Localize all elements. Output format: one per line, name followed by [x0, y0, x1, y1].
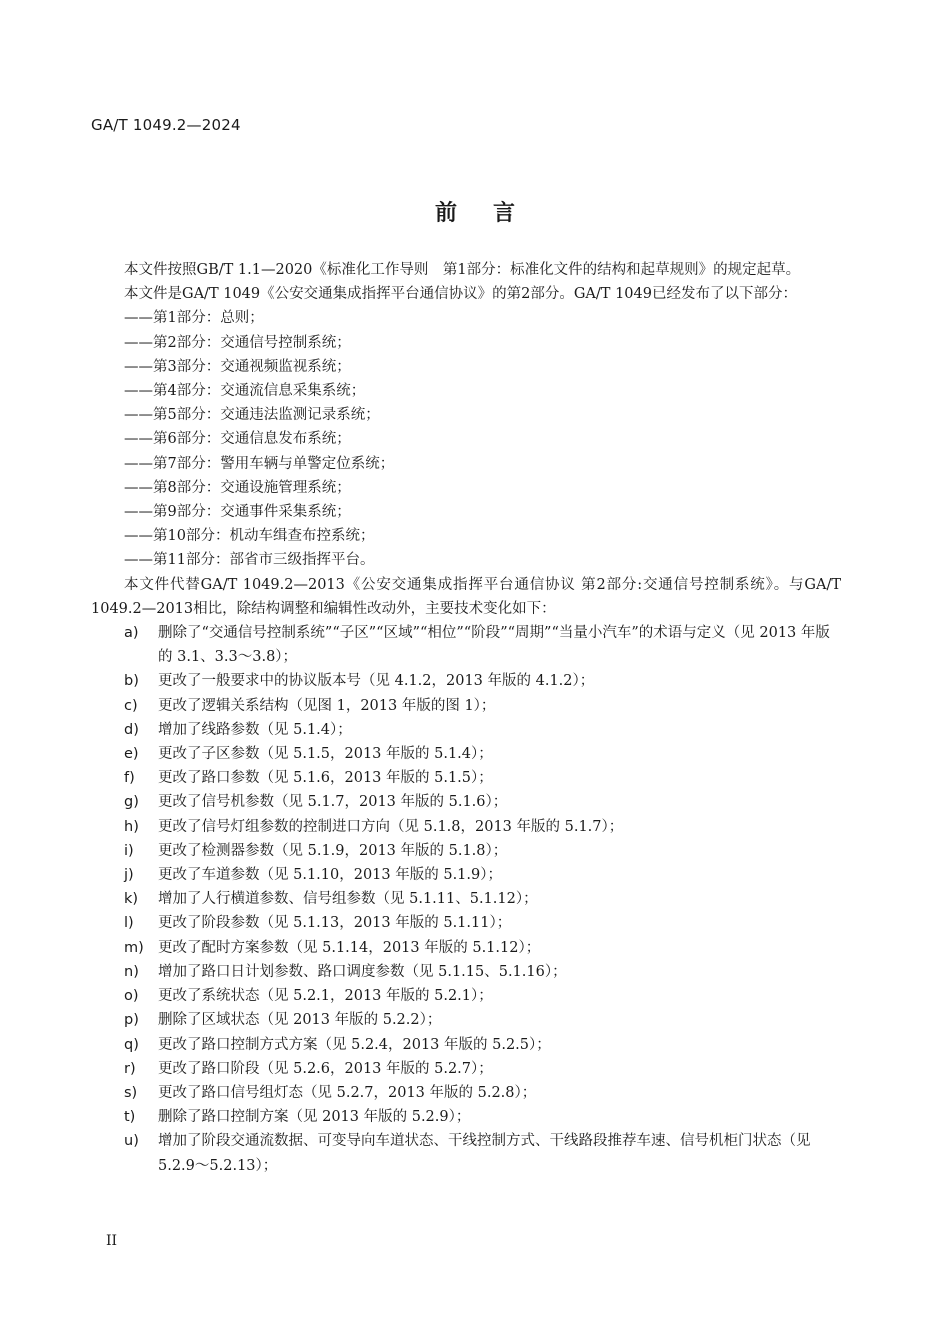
change-text: 更改了路口信号组灯态（见 5.2.7，2013 年版的 5.2.8）；: [158, 1084, 537, 1101]
change-item: [91, 936, 841, 960]
part-item: ——第9部分：交通事件采集系统；: [124, 504, 351, 521]
changes-list: [91, 621, 841, 1178]
change-label: t): [124, 1109, 136, 1126]
change-item: [91, 1033, 841, 1057]
change-text: 增加了阶段交通流数据、可变导向车道状态、干线控制方式、干线路段推荐车速、信号机柜门状态（见 5.2.9～5.2.13）；: [158, 1133, 811, 1174]
part-item: ——第7部分：警用车辆与单警定位系统；: [124, 455, 395, 472]
change-text: 更改了配时方案参数（见 5.1.14，2013 年版的 5.1.12）；: [158, 939, 541, 956]
change-item: [91, 1105, 841, 1129]
change-text: 删除了路口控制方案（见 2013 年版的 5.2.9）；: [158, 1109, 471, 1126]
part-item: ——第2部分：交通信号控制系统；: [124, 334, 351, 351]
change-item: [91, 694, 841, 718]
change-item: [91, 621, 841, 669]
change-item: [91, 742, 841, 766]
change-item: [91, 1057, 841, 1081]
document-body: [91, 258, 841, 1178]
change-label: c): [124, 697, 138, 714]
part-item: ——第5部分：交通违法监测记录系统；: [124, 407, 380, 424]
change-label: s): [124, 1084, 138, 1101]
change-label: l): [124, 915, 134, 932]
change-item: [91, 669, 841, 693]
change-item: [91, 839, 841, 863]
part-item: ——第10部分：机动车缉查布控系统；: [124, 528, 375, 545]
change-item: [91, 1008, 841, 1032]
change-text: 更改了检测器参数（见 5.1.9，2013 年版的 5.1.8）；: [158, 842, 508, 859]
change-label: j): [124, 867, 134, 884]
page-number: II: [106, 1233, 118, 1249]
series-paragraph: 本文件是GA/T 1049《公安交通集成指挥平台通信协议》的第2部分。GA/T 1049已经发布了以下部分：: [124, 286, 797, 303]
change-text: 更改了路口参数（见 5.1.6，2013 年版的 5.1.5）；: [158, 770, 493, 787]
intro-paragraph: 本文件按照GB/T 1.1—2020《标准化工作导则 第1部分：标准化文件的结构和起草规则》的规定起草。: [124, 262, 801, 278]
change-text: 更改了信号灯组参数的控制进口方向（见 5.1.8，2013 年版的 5.1.7）；: [158, 818, 624, 835]
part-item: ——第4部分：交通流信息采集系统；: [124, 383, 366, 400]
change-text: 删除了区域状态（见 2013 年版的 5.2.2）；: [158, 1012, 442, 1029]
change-label: o): [124, 988, 139, 1005]
change-text: 增加了人行横道参数、信号组参数（见 5.1.11、5.1.12）；: [158, 891, 538, 908]
change-item: [91, 718, 841, 742]
change-label: g): [124, 794, 139, 811]
change-text: 更改了一般要求中的协议版本号（见 4.1.2，2013 年版的 4.1.2）；: [158, 673, 595, 690]
change-text: 更改了车道参数（见 5.1.10，2013 年版的 5.1.9）；: [158, 867, 502, 884]
change-item: [91, 766, 841, 790]
change-item: [91, 863, 841, 887]
change-item: [91, 984, 841, 1008]
standard-code: GA/T 1049.2—2024: [91, 116, 241, 134]
part-item: ——第1部分：总则；: [124, 310, 264, 327]
change-text: 更改了路口控制方式方案（见 5.2.4，2013 年版的 5.2.5）；: [158, 1036, 551, 1053]
change-label: n): [124, 963, 139, 980]
change-text: 更改了系统状态（见 5.2.1，2013 年版的 5.2.1）；: [158, 988, 493, 1005]
change-label: b): [124, 673, 139, 690]
change-label: u): [124, 1133, 139, 1150]
change-label: d): [124, 721, 139, 738]
part-item: ——第11部分：部省市三级指挥平台。: [124, 552, 375, 569]
change-item: [91, 1129, 841, 1177]
part-item: ——第6部分：交通信息发布系统；: [124, 431, 351, 448]
part-item: ——第8部分：交通设施管理系统；: [124, 479, 351, 496]
part-item: ——第3部分：交通视频监视系统；: [124, 358, 351, 375]
change-text: 更改了阶段参数（见 5.1.13，2013 年版的 5.1.11）；: [158, 915, 512, 932]
change-label: m): [124, 939, 144, 956]
change-text: 删除了“交通信号控制系统”“子区”“区域”“相位”“阶段”“周期”“当量小汽车”的术语与定义（见 2013 年版的 3.1、3.3～3.8）；: [158, 625, 830, 666]
change-label: f): [124, 770, 135, 787]
change-label: q): [124, 1036, 139, 1053]
change-label: r): [124, 1060, 136, 1077]
change-text: 增加了路口日计划参数、路口调度参数（见 5.1.15、5.1.16）；: [158, 963, 567, 980]
change-text: 更改了信号机参数（见 5.1.7，2013 年版的 5.1.6）；: [158, 794, 508, 811]
change-item: [91, 960, 841, 984]
change-label: a): [124, 625, 139, 642]
change-label: h): [124, 818, 139, 835]
change-item: [91, 1081, 841, 1105]
change-text: 更改了逻辑关系结构（见图 1，2013 年版的图 1）；: [158, 697, 496, 714]
change-text: 增加了线路参数（见 5.1.4）；: [158, 721, 352, 738]
change-label: p): [124, 1012, 139, 1029]
change-label: k): [124, 891, 139, 908]
change-item: [91, 887, 841, 911]
replacement-paragraph: 本文件代替GA/T 1049.2—2013《公安交通集成指挥平台通信协议 第2部分:交通信号控制系统》。与GA/T 1049.2—2013相比，除结构调整和编辑性改动外，主要技术变化如下：: [91, 576, 841, 617]
change-item: [91, 911, 841, 935]
change-item: [91, 815, 841, 839]
parts-list: [91, 306, 841, 572]
change-label: i): [124, 842, 134, 859]
page-title: 前言: [434, 201, 551, 226]
change-label: e): [124, 746, 139, 763]
change-text: 更改了子区参数（见 5.1.5，2013 年版的 5.1.4）；: [158, 746, 493, 763]
change-item: [91, 790, 841, 814]
change-text: 更改了路口阶段（见 5.2.6，2013 年版的 5.2.7）；: [158, 1060, 493, 1077]
